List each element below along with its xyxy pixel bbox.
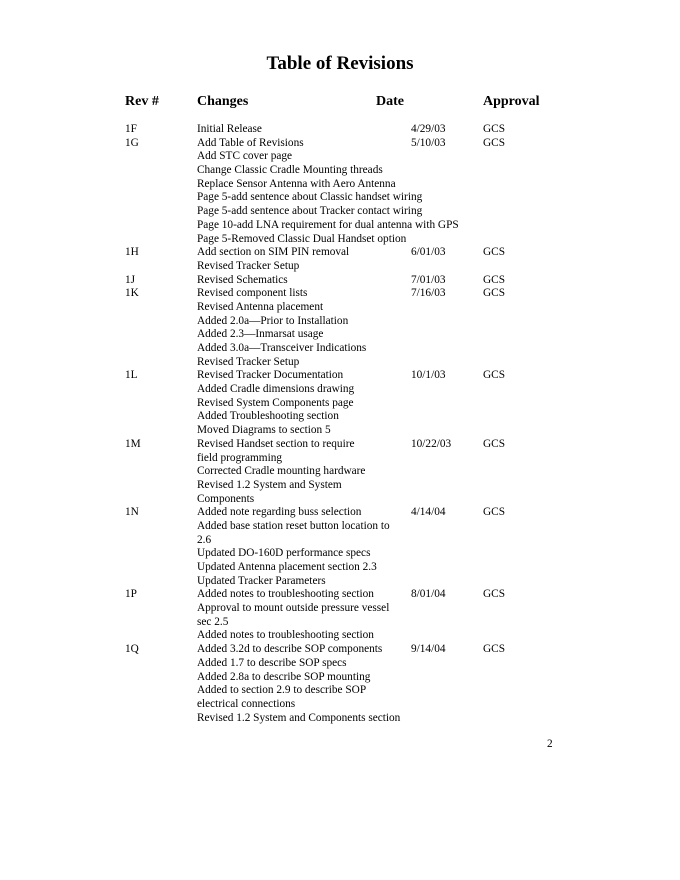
revision-date: 4/29/03 — [411, 123, 446, 135]
change-line: Added notes to troubleshooting section — [197, 629, 374, 642]
change-line: Revised Schematics — [197, 273, 288, 286]
revision-row — [0, 246, 680, 273]
change-line: Replace Sensor Antenna with Aero Antenna — [197, 177, 396, 190]
change-line: Added 2.8a to describe SOP mounting — [197, 670, 371, 683]
revisions-table — [0, 123, 680, 725]
change-line: Added note regarding buss selection — [197, 506, 362, 519]
change-line: Revised Tracker Setup — [197, 259, 300, 272]
change-line: Corrected Cradle mounting hardware — [197, 465, 366, 478]
revision-number: 1Q — [125, 643, 139, 656]
revision-date: 9/14/04 — [411, 643, 446, 656]
revision-changes — [197, 137, 680, 247]
revision-date: 7/16/03 — [411, 287, 446, 300]
change-line: Updated DO-160D performance specs — [197, 547, 371, 560]
revision-row — [0, 287, 680, 369]
change-line: Revised 1.2 System and Components section — [197, 711, 401, 724]
change-line: Revised Antenna placement — [197, 300, 324, 313]
change-line: Revised Tracker Documentation — [197, 369, 344, 382]
change-line: Components — [197, 492, 255, 505]
revision-date: 5/10/03 — [411, 136, 446, 149]
revision-approval: GCS — [483, 369, 505, 382]
revision-date: 10/22/03 — [411, 437, 452, 450]
change-line: Added 3.2d to describe SOP components — [197, 643, 383, 656]
revision-row — [0, 369, 680, 437]
page-title: Table of Revisions — [266, 53, 414, 74]
page-number: 2 — [547, 738, 553, 750]
revision-number: 1G — [125, 136, 139, 149]
revision-approval: GCS — [483, 588, 505, 601]
revision-date: 4/14/04 — [411, 506, 446, 519]
revision-row — [0, 506, 680, 588]
change-line: Added 3.0a—Transceiver Indications — [197, 342, 367, 354]
revision-number: 1N — [125, 506, 139, 519]
change-line: Approval to mount outside pressure vessel — [197, 602, 390, 615]
change-line: electrical connections — [197, 697, 296, 710]
revision-number: 1K — [125, 287, 139, 300]
revision-row — [0, 137, 680, 247]
header-changes: Changes — [197, 94, 249, 109]
revision-approval: GCS — [483, 287, 505, 300]
revision-number: 1M — [125, 437, 141, 450]
revision-approval: GCS — [483, 437, 505, 450]
change-line: Change Classic Cradle Mounting threads — [197, 164, 383, 177]
change-line: Added Cradle dimensions drawing — [197, 383, 355, 396]
revision-number: 1H — [125, 246, 139, 259]
change-line: field programming — [197, 451, 283, 464]
change-line: Revised Tracker Setup — [197, 355, 300, 368]
revision-approval: GCS — [483, 123, 505, 135]
revision-approval: GCS — [483, 506, 505, 519]
revision-number: 1P — [125, 588, 137, 601]
change-line: Added 1.7 to describe SOP specs — [197, 656, 347, 669]
change-line: Added 2.0a—Prior to Installation — [197, 314, 349, 327]
change-line: Revised Handset section to require — [197, 437, 355, 450]
revision-number: 1J — [125, 273, 136, 286]
change-line: Added 2.3—Inmarsat usage — [197, 328, 324, 341]
revision-number: 1F — [125, 123, 137, 135]
revision-row — [0, 588, 680, 643]
change-line: Updated Tracker Parameters — [197, 574, 326, 587]
revision-row — [0, 438, 680, 506]
change-line: Revised component lists — [197, 287, 308, 300]
change-line: 2.6 — [197, 533, 212, 546]
change-line: Add Table of Revisions — [197, 136, 304, 149]
change-line: Updated Antenna placement section 2.3 — [197, 561, 377, 573]
change-line: Added to section 2.9 to describe SOP — [197, 684, 367, 697]
revision-row — [0, 274, 680, 288]
revision-date: 6/01/03 — [411, 246, 446, 259]
change-line: Moved Diagrams to section 5 — [197, 424, 331, 437]
change-line: Added base station reset button location to — [197, 519, 390, 532]
revision-approval: GCS — [483, 246, 505, 259]
revision-approval: GCS — [483, 273, 505, 286]
revision-date: 7/01/03 — [411, 273, 446, 286]
revision-date: 10/1/03 — [411, 369, 446, 382]
change-line: Page 10-add LNA requirement for dual antenna with GPS — [197, 218, 459, 231]
change-line: Added Troubleshooting section — [197, 410, 339, 423]
change-line: Page 5-add sentence about Tracker contact wiring — [197, 205, 423, 218]
change-line: sec 2.5 — [197, 615, 229, 628]
revision-row — [0, 123, 680, 137]
change-line: Page 5-Removed Classic Dual Handset option — [197, 232, 407, 245]
revision-row — [0, 643, 680, 725]
change-line: Page 5-add sentence about Classic handset wiring — [197, 191, 423, 204]
revision-number: 1L — [125, 369, 138, 382]
change-line: Add section on SIM PIN removal — [197, 246, 350, 259]
change-line: Add STC cover page — [197, 150, 293, 163]
change-line: Added notes to troubleshooting section — [197, 588, 374, 601]
change-line: Revised System Components page — [197, 396, 354, 409]
change-line: Initial Release — [197, 123, 262, 135]
change-line: Revised 1.2 System and System — [197, 478, 342, 491]
revision-approval: GCS — [483, 136, 505, 149]
header-approval: Approval — [483, 94, 540, 109]
revision-approval: GCS — [483, 643, 505, 656]
header-rev: Rev # — [125, 94, 159, 109]
header-date: Date — [376, 94, 404, 109]
revision-date: 8/01/04 — [411, 588, 446, 601]
